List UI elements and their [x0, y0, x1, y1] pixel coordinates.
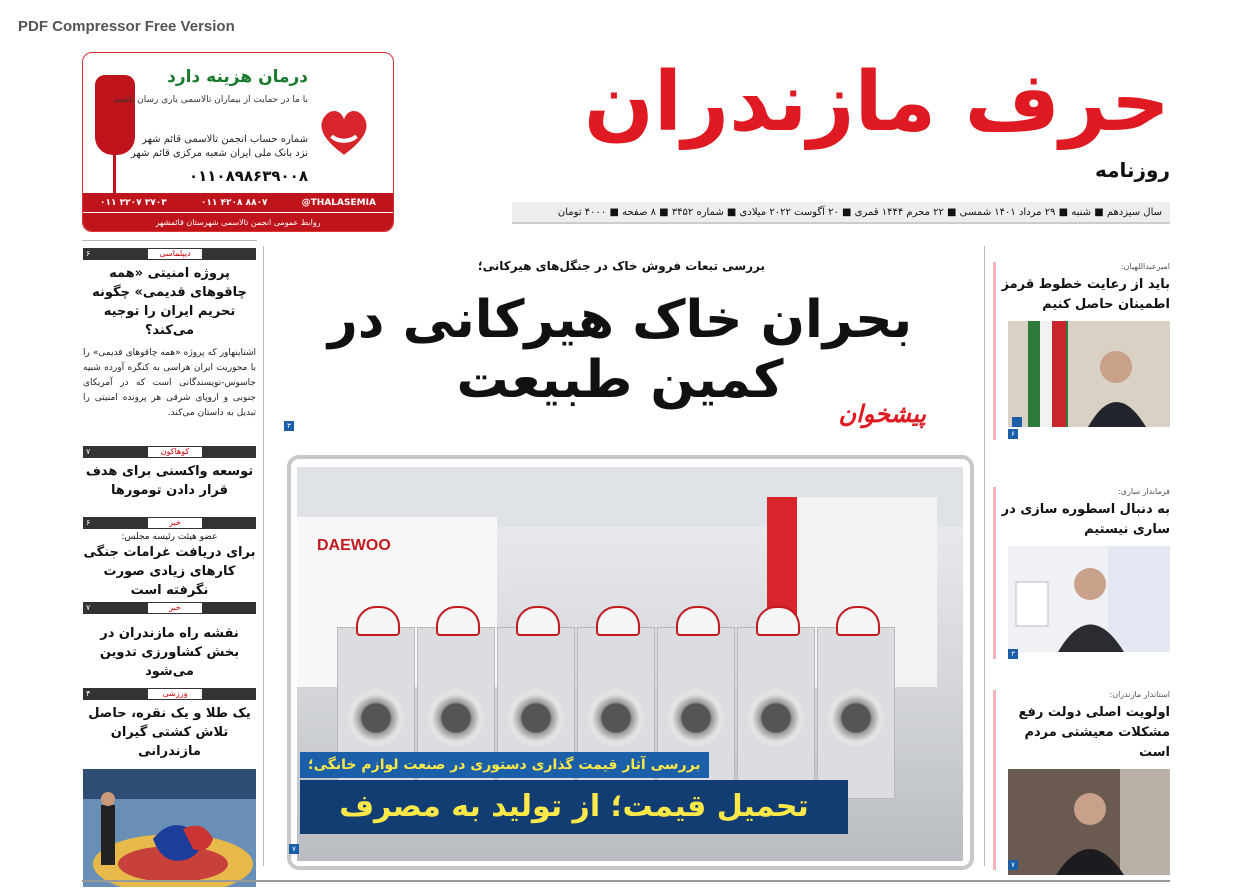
photo-headline[interactable]: تحمیل قیمت؛ از تولید به مصرف	[300, 780, 848, 834]
page-number: ۷	[86, 603, 91, 612]
dateline: سال سیزدهم ■ شنبه ■ ۲۹ مرداد ۱۴۰۱ شمسی ■ ۲۲ محرم ۱۴۴۴ قمری ■ ۲۰ آگوست ۲۰۲۲ میلادی ■ شماره ۳۴۵۲ ■ ۸ صفحه ■ ۴۰۰۰ تومان	[512, 202, 1170, 224]
story-byline: استاندار مازندران:	[1109, 690, 1170, 699]
lead-headline[interactable]	[300, 290, 940, 410]
page-number: ۷	[1008, 860, 1018, 870]
story-headline: اولویت اصلی دولت رفع مشکلات معیشتی مردم است	[1018, 705, 1170, 760]
right-story-2[interactable]	[993, 487, 1170, 662]
ad-contact-bar	[83, 193, 393, 213]
page-number: ۶	[1008, 429, 1018, 439]
page-number: ۶	[86, 249, 91, 258]
lead-kicker: بررسی تبعات فروش خاک در جنگل‌های هیرکانی؛	[477, 259, 765, 273]
ad-footer: روابط عمومی انجمن تالاسمی شهرستان قائمشهر	[83, 212, 393, 231]
ad-account-info	[131, 133, 308, 161]
story-headline: پروژه امنیتی «همه چاقوهای قدیمی» چگونه تحریم ایران را توجیه می‌کند؟	[92, 266, 247, 338]
blood-bag-icon	[95, 75, 135, 155]
page-number: ۴	[86, 689, 91, 698]
story-headline: نقشه راه مازندران در بخش کشاورزی تدوین می‌شود	[99, 626, 240, 679]
ad-contact-phone: ۰۱۱ ۴۲۰۸ ۸۸۰۷	[200, 198, 268, 208]
story-body: اشتاینهاور که پروژه «همه چاقوهای قدیمی» را با محوریت ایران هراسی به کنگره آورده شبیه جاسوس-نویسندگانی است که در آمریکای جنوبی و اروپای شرقی هر پرونده امنیتی را تبدیل به داستان می‌کند.	[83, 348, 256, 418]
section-tag-row	[83, 688, 256, 700]
story-headline: به دنبال اسطوره سازی در ساری نیستیم	[1001, 502, 1170, 537]
page-number: ۶	[86, 518, 91, 527]
right-story-1[interactable]	[993, 262, 1170, 442]
official-photo	[1008, 321, 1170, 427]
heart-hands-icon	[313, 101, 375, 163]
masthead	[530, 48, 1170, 188]
story-byline: عضو هیئت رئیسه مجلس:	[121, 532, 218, 542]
divider	[82, 240, 257, 241]
story-byline: امیرعبداللهیان:	[1120, 262, 1170, 271]
ad-contact-handle: @THALASEMIA	[301, 198, 376, 208]
left-story-4[interactable]	[83, 602, 256, 681]
page-number: ۷	[86, 447, 91, 456]
section-tag-row	[83, 248, 256, 260]
washing-machine	[737, 627, 815, 799]
ad-subline: با ما در حمایت از بیماران تالاسمی یاری رسان باشید	[114, 95, 308, 105]
photo-kicker: بررسی آثار قیمت گذاری دستوری در صنعت لوازم خانگی؛	[300, 752, 709, 778]
page-marker: ۷	[289, 844, 299, 854]
thalassemia-ad[interactable]	[82, 52, 394, 232]
lead-headline-line: کمین طبیعت	[456, 350, 784, 410]
section-tag: خبر	[147, 517, 203, 529]
ad-contact-phone: ۰۱۱ ۳۲۰۷ ۳۷۰۳	[100, 198, 167, 208]
left-story-5[interactable]	[83, 688, 256, 887]
story-headline: برای دریافت غرامات جنگی کارهای زیادی صورت نگرفته است	[83, 545, 256, 598]
section-tag-row	[83, 602, 256, 614]
section-tag: خبر	[147, 602, 203, 614]
provincial-governor-photo	[1008, 769, 1170, 875]
stamp-text: پیشخوان	[838, 400, 926, 428]
ad-headline: درمان هزینه دارد	[167, 67, 308, 87]
section-tag: ورزشی	[147, 688, 203, 700]
ad-account-line: شماره حساب انجمن تالاسمی قائم شهر	[142, 134, 308, 145]
left-story-3[interactable]	[83, 517, 256, 600]
left-story-2[interactable]	[83, 446, 256, 500]
left-story-1[interactable]	[83, 248, 256, 421]
brand-logo: DAEWOO	[317, 537, 391, 554]
page-marker: ۳	[284, 421, 294, 431]
newspaper-subtitle: روزنامه	[1095, 158, 1170, 182]
watermark-text: PDF Compressor Free Version	[18, 18, 235, 35]
ad-account-line: نزد بانک ملی ایران شعبه مرکزی قائم شهر	[130, 148, 308, 159]
divider	[263, 246, 264, 866]
newspaper-title: حرف مازندران	[583, 55, 1170, 150]
section-tag: کوهاکون	[147, 446, 203, 458]
accent-bar	[993, 690, 996, 870]
story-headline: یک طلا و یک نقره، حاصل تلاش کشتی گیران مازندرانی	[88, 706, 251, 759]
washing-machine	[817, 627, 895, 799]
accent-bar	[993, 487, 996, 659]
story-byline: فرماندار ساری:	[1118, 487, 1170, 496]
section-tag: دیپلماسی	[147, 248, 203, 260]
section-tag-row	[83, 517, 256, 529]
section-tag-row	[83, 446, 256, 458]
wrestling-photo	[83, 769, 256, 887]
ad-account-number: ۰۱۱۰۸۹۸۶۳۹۰۰۸	[188, 167, 308, 185]
bottom-rule	[82, 880, 1170, 882]
accent-bar	[993, 262, 996, 440]
right-story-3[interactable]	[993, 690, 1170, 872]
lead-headline-line: بحران خاک هیرکانی در	[327, 290, 913, 350]
story-headline: توسعه واکسنی برای هدف قرار دادن تومورها	[85, 464, 254, 498]
story-headline: باید از رعایت خطوط قرمز اطمینان حاصل کنیم	[1001, 277, 1170, 312]
page-number: ۳	[1008, 649, 1018, 659]
governor-photo	[1008, 546, 1170, 652]
divider	[984, 246, 985, 866]
